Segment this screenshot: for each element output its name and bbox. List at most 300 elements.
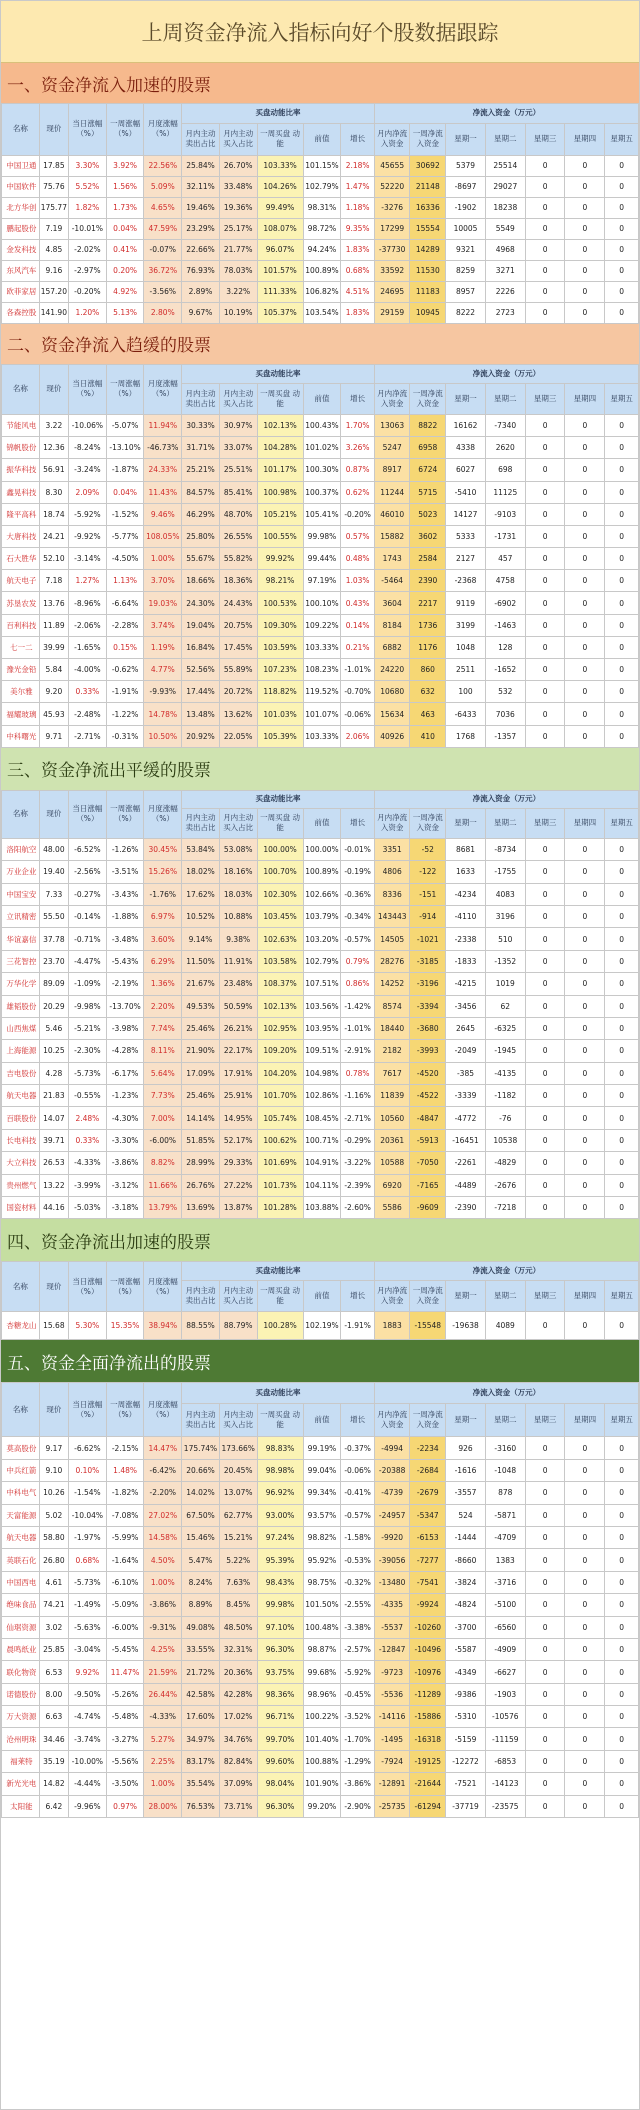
data-cell: 0 — [565, 1312, 605, 1340]
data-cell: 102.95% — [257, 1017, 303, 1039]
data-cell: -0.19% — [341, 861, 375, 883]
data-cell: -5.73% — [69, 1571, 107, 1593]
data-cell: 0 — [565, 1437, 605, 1459]
data-cell: 97.10% — [257, 1616, 303, 1638]
data-cell: -0.55% — [69, 1085, 107, 1107]
table-row — [2, 239, 639, 260]
data-cell: -8.24% — [69, 437, 107, 459]
data-cell: 32.31% — [219, 1638, 257, 1660]
data-cell: -2.57% — [341, 1638, 375, 1660]
table-row — [2, 1616, 639, 1638]
data-cell: 0.20% — [106, 260, 144, 281]
col-header-price: 现价 — [39, 364, 68, 414]
data-cell: 0 — [565, 1549, 605, 1571]
data-cell: 0 — [605, 1795, 639, 1817]
data-cell: 0.86% — [341, 973, 375, 995]
data-cell: 5023 — [410, 503, 446, 525]
data-cell: 2217 — [410, 592, 446, 614]
data-cell: 0 — [565, 1728, 605, 1750]
data-cell: 0 — [605, 414, 639, 436]
data-cell: 31.71% — [182, 437, 220, 459]
data-cell: -9.93% — [144, 681, 182, 703]
data-cell: -6.17% — [106, 1062, 144, 1084]
data-cell: 8.30 — [39, 481, 68, 503]
data-cell: 46010 — [374, 503, 410, 525]
data-cell: 98.36% — [257, 1683, 303, 1705]
data-cell: 99.20% — [303, 1795, 341, 1817]
table-row — [2, 437, 639, 459]
data-cell: 82.84% — [219, 1750, 257, 1772]
col-header-buy-0: 月内主动 卖出占比 — [182, 809, 220, 839]
data-cell: 0 — [605, 973, 639, 995]
col-header-buy-4: 增长 — [341, 1281, 375, 1312]
data-cell: -10.01% — [69, 218, 107, 239]
data-cell: 98.87% — [303, 1638, 341, 1660]
data-cell: -1.01% — [341, 659, 375, 681]
stock-name-cell: 鹏起股份 — [2, 218, 40, 239]
col-header-name: 名称 — [2, 790, 40, 838]
col-header-flow-5: 星期四 — [565, 809, 605, 839]
data-cell: 67.50% — [182, 1504, 220, 1526]
data-cell: 0 — [565, 1107, 605, 1129]
data-cell: 76.93% — [182, 260, 220, 281]
data-cell: -5537 — [374, 1616, 410, 1638]
data-cell: -9103 — [485, 503, 525, 525]
data-cell: -0.45% — [341, 1683, 375, 1705]
data-cell: 0 — [565, 883, 605, 905]
data-cell: -16451 — [446, 1129, 486, 1151]
data-cell: -0.14% — [69, 905, 107, 927]
data-cell: 0 — [605, 570, 639, 592]
data-cell: 6027 — [446, 459, 486, 481]
data-cell: 0 — [525, 525, 565, 547]
data-cell: 18.36% — [219, 570, 257, 592]
stock-name-cell: 各森控股 — [2, 302, 40, 323]
col-header-price: 现价 — [39, 104, 68, 156]
col-header-flow-0: 月内净流 入资金 — [374, 1403, 410, 1436]
data-cell: -5464 — [374, 570, 410, 592]
data-cell: 105.74% — [257, 1107, 303, 1129]
stock-name-cell: 百利科技 — [2, 614, 40, 636]
data-cell: 5.27% — [144, 1728, 182, 1750]
data-cell: 103.95% — [303, 1017, 341, 1039]
data-cell: 0 — [525, 1661, 565, 1683]
data-cell: 105.21% — [257, 503, 303, 525]
data-cell: 0.10% — [69, 1459, 107, 1481]
data-cell: 2.89% — [182, 281, 220, 302]
data-cell: 5715 — [410, 481, 446, 503]
stock-name-cell: 仙琚资源 — [2, 1616, 40, 1638]
data-cell: 88.55% — [182, 1312, 220, 1340]
data-cell: 14.58% — [144, 1526, 182, 1548]
data-cell: 0 — [605, 1750, 639, 1772]
data-cell: -2.06% — [69, 614, 107, 636]
data-cell: 0 — [525, 1312, 565, 1340]
data-cell: 20.29 — [39, 995, 68, 1017]
data-cell: -1021 — [410, 928, 446, 950]
data-cell: -1495 — [374, 1728, 410, 1750]
data-cell: 0 — [605, 1107, 639, 1129]
col-header-day-change: 当日涨幅 （%） — [69, 364, 107, 414]
data-cell: 25514 — [485, 155, 525, 176]
data-cell: 12.36 — [39, 437, 68, 459]
data-cell: 8957 — [446, 281, 486, 302]
data-cell: 107.23% — [257, 659, 303, 681]
data-cell: 21.83 — [39, 1085, 68, 1107]
data-cell: -3.86% — [106, 1152, 144, 1174]
data-cell: 4.25% — [144, 1638, 182, 1660]
data-cell: 15.21% — [219, 1526, 257, 1548]
col-header-flow-6: 星期五 — [605, 123, 639, 155]
data-cell: 0 — [525, 1750, 565, 1772]
data-cell: -0.32% — [341, 1571, 375, 1593]
data-cell: 2.09% — [69, 481, 107, 503]
data-cell: 4338 — [446, 437, 486, 459]
data-cell: -8697 — [446, 176, 486, 197]
data-cell: 25.46% — [182, 1017, 220, 1039]
data-cell: 99.04% — [303, 1459, 341, 1481]
col-header-flow-1: 一周净流 入资金 — [410, 383, 446, 414]
data-cell: -1.16% — [341, 1085, 375, 1107]
data-cell: 1743 — [374, 548, 410, 570]
data-cell: 10.25 — [39, 1040, 68, 1062]
stock-table — [1, 103, 639, 324]
data-cell: 28.99% — [182, 1152, 220, 1174]
data-cell: 103.33% — [303, 725, 341, 747]
data-cell: 173.66% — [219, 1437, 257, 1459]
col-group-net-inflow: 净流入资金（万元） — [374, 790, 638, 808]
data-cell: -2.20% — [144, 1482, 182, 1504]
data-cell: 0 — [525, 1504, 565, 1526]
data-cell: -1833 — [446, 950, 486, 972]
data-cell: 0 — [525, 1706, 565, 1728]
data-cell: 85.41% — [219, 481, 257, 503]
data-cell: 25.80% — [182, 525, 220, 547]
data-cell: 0 — [525, 592, 565, 614]
data-cell: 0.43% — [341, 592, 375, 614]
data-cell: 26.53 — [39, 1152, 68, 1174]
data-cell: -1.22% — [106, 703, 144, 725]
data-cell: 30692 — [410, 155, 446, 176]
data-cell: 103.79% — [303, 905, 341, 927]
table-row — [2, 883, 639, 905]
data-cell: 0 — [525, 459, 565, 481]
data-cell: 5.64% — [144, 1062, 182, 1084]
data-cell: 6882 — [374, 636, 410, 658]
table-row — [2, 1549, 639, 1571]
data-cell: 7036 — [485, 703, 525, 725]
data-cell: 24220 — [374, 659, 410, 681]
col-header-flow-3: 星期二 — [485, 383, 525, 414]
section-title: 三、资金净流出平缓的股票 — [1, 748, 639, 790]
data-cell: 50.59% — [219, 995, 257, 1017]
data-cell: -39056 — [374, 1549, 410, 1571]
col-header-name: 名称 — [2, 1383, 40, 1437]
data-cell: 6.53 — [39, 1661, 68, 1683]
data-cell: 0 — [565, 414, 605, 436]
data-cell: -3.86% — [144, 1594, 182, 1616]
col-header-flow-4: 星期三 — [525, 1403, 565, 1436]
col-header-day-change: 当日涨幅 （%） — [69, 1262, 107, 1312]
section-title: 二、资金净流入趋缓的股票 — [1, 324, 639, 364]
col-header-buy-0: 月内主动 卖出占比 — [182, 383, 220, 414]
data-cell: 100.70% — [257, 861, 303, 883]
col-header-buy-3: 前值 — [303, 383, 341, 414]
data-cell: 11183 — [410, 281, 446, 302]
data-cell: -3.48% — [106, 928, 144, 950]
data-cell: 2390 — [410, 570, 446, 592]
data-cell: 510 — [485, 928, 525, 950]
data-cell: 0 — [605, 525, 639, 547]
data-cell: 0.97% — [106, 1795, 144, 1817]
data-cell: 26.21% — [219, 1017, 257, 1039]
data-cell: 3.30% — [69, 155, 107, 176]
data-cell: -4135 — [485, 1062, 525, 1084]
data-cell: 100.53% — [257, 592, 303, 614]
data-cell: 98.72% — [303, 218, 341, 239]
data-cell: 52.56% — [182, 659, 220, 681]
data-cell: 17.85 — [39, 155, 68, 176]
data-cell: -16318 — [410, 1728, 446, 1750]
data-cell: 10005 — [446, 218, 486, 239]
data-cell: 1883 — [374, 1312, 410, 1340]
data-cell: -19638 — [446, 1312, 486, 1340]
data-cell: 20.72% — [219, 681, 257, 703]
data-cell: -3680 — [410, 1017, 446, 1039]
data-cell: -4824 — [446, 1594, 486, 1616]
col-header-price: 现价 — [39, 1383, 68, 1437]
data-cell: 16162 — [446, 414, 486, 436]
data-cell: 48.50% — [219, 1616, 257, 1638]
data-cell: 0 — [565, 239, 605, 260]
data-cell: 3.70% — [144, 570, 182, 592]
data-cell: 0 — [565, 1459, 605, 1481]
data-cell: 29.33% — [219, 1152, 257, 1174]
stock-name-cell: 中国卫通 — [2, 155, 40, 176]
data-cell: 0 — [565, 861, 605, 883]
stock-name-cell: 莫高股份 — [2, 1437, 40, 1459]
data-cell: 14.14% — [182, 1107, 220, 1129]
data-cell: 0 — [605, 1085, 639, 1107]
data-cell: -13.70% — [106, 995, 144, 1017]
data-cell: 0 — [525, 260, 565, 281]
data-cell: 104.26% — [257, 176, 303, 197]
data-cell: 0 — [565, 1795, 605, 1817]
data-cell: -8734 — [485, 838, 525, 860]
data-cell: -3.50% — [106, 1773, 144, 1795]
data-cell: 51.85% — [182, 1129, 220, 1151]
data-cell: 55.67% — [182, 548, 220, 570]
stock-name-cell: 振华科技 — [2, 459, 40, 481]
section-5 — [1, 1340, 639, 1818]
stock-name-cell: 山西焦煤 — [2, 1017, 40, 1039]
data-cell: -1.91% — [106, 681, 144, 703]
table-row — [2, 1040, 639, 1062]
col-header-month-change: 月度涨幅 （%） — [144, 104, 182, 156]
data-cell: 4.77% — [144, 659, 182, 681]
col-header-week-change: 一周涨幅 （%） — [106, 364, 144, 414]
data-cell: -0.07% — [144, 239, 182, 260]
data-cell: 0 — [525, 1107, 565, 1129]
col-header-price: 现价 — [39, 790, 68, 838]
data-cell: 1.73% — [106, 197, 144, 218]
data-cell: 532 — [485, 681, 525, 703]
table-row — [2, 459, 639, 481]
page-title: 上周资金净流入指标向好个股数据跟踪 — [1, 1, 639, 63]
data-cell: 0 — [565, 1129, 605, 1151]
data-cell: -9609 — [410, 1197, 446, 1219]
col-header-week-change: 一周涨幅 （%） — [106, 1262, 144, 1312]
table-row — [2, 1312, 639, 1340]
data-cell: -9.50% — [69, 1683, 107, 1705]
data-cell: 9321 — [446, 239, 486, 260]
data-cell: -5.21% — [69, 1017, 107, 1039]
data-cell: -6.62% — [69, 1437, 107, 1459]
stock-name-cell: 沧州明珠 — [2, 1728, 40, 1750]
data-cell: 5.30% — [69, 1312, 107, 1340]
data-cell: -3.56% — [144, 281, 182, 302]
data-cell: 25.91% — [219, 1085, 257, 1107]
data-cell: 45.93 — [39, 703, 68, 725]
data-cell: 0 — [565, 838, 605, 860]
data-cell: 0 — [605, 281, 639, 302]
data-cell: 62.77% — [219, 1504, 257, 1526]
data-cell: 21.67% — [182, 973, 220, 995]
data-cell: 98.83% — [257, 1437, 303, 1459]
data-cell: 0 — [565, 197, 605, 218]
data-cell: 0 — [565, 437, 605, 459]
data-cell: 5.52% — [69, 176, 107, 197]
col-header-buy-4: 增长 — [341, 809, 375, 839]
data-cell: -4234 — [446, 883, 486, 905]
data-cell: 40926 — [374, 725, 410, 747]
data-cell: -4.33% — [69, 1152, 107, 1174]
data-cell: 10.88% — [219, 905, 257, 927]
data-cell: -7521 — [446, 1773, 486, 1795]
col-header-flow-6: 星期五 — [605, 1281, 639, 1312]
data-cell: 0 — [525, 197, 565, 218]
stock-name-cell: 隆平高科 — [2, 503, 40, 525]
col-header-name: 名称 — [2, 1262, 40, 1312]
stock-name-cell: 雄韬股份 — [2, 995, 40, 1017]
data-cell: 44.16 — [39, 1197, 68, 1219]
stock-table — [1, 364, 639, 748]
stock-name-cell: 吉电股份 — [2, 1062, 40, 1084]
data-cell: -12891 — [374, 1773, 410, 1795]
data-cell: -122 — [410, 861, 446, 883]
data-cell: 1.00% — [144, 548, 182, 570]
data-cell: -6433 — [446, 703, 486, 725]
data-cell: 10538 — [485, 1129, 525, 1151]
data-cell: 100 — [446, 681, 486, 703]
data-cell: 101.50% — [303, 1594, 341, 1616]
data-cell: 0 — [605, 1040, 639, 1062]
data-cell: 0 — [565, 995, 605, 1017]
data-cell: 98.43% — [257, 1571, 303, 1593]
stock-name-cell: 中国西电 — [2, 1571, 40, 1593]
data-cell: 101.73% — [257, 1174, 303, 1196]
data-cell: 100.89% — [303, 861, 341, 883]
data-cell: 3199 — [446, 614, 486, 636]
data-cell: -1.01% — [341, 1017, 375, 1039]
data-cell: 0 — [525, 1526, 565, 1548]
data-cell: -5310 — [446, 1706, 486, 1728]
data-cell: -8660 — [446, 1549, 486, 1571]
data-cell: -1.91% — [341, 1312, 375, 1340]
data-cell: 99.98% — [303, 525, 341, 547]
data-cell: -1.49% — [69, 1594, 107, 1616]
data-cell: 20.45% — [219, 1459, 257, 1481]
col-header-flow-2: 星期一 — [446, 123, 486, 155]
data-cell: 0.48% — [341, 548, 375, 570]
data-cell: -3.99% — [69, 1174, 107, 1196]
data-cell: 100.00% — [257, 838, 303, 860]
data-cell: 98.31% — [303, 197, 341, 218]
stock-name-cell: 石大胜华 — [2, 548, 40, 570]
data-cell: -25735 — [374, 1795, 410, 1817]
data-cell: 0 — [525, 928, 565, 950]
data-cell: 0 — [525, 614, 565, 636]
col-header-flow-1: 一周净流 入资金 — [410, 1403, 446, 1436]
stock-table — [1, 1382, 639, 1818]
data-cell: 74.21 — [39, 1594, 68, 1616]
data-cell: -4772 — [446, 1107, 486, 1129]
data-cell: 10.52% — [182, 905, 220, 927]
data-cell: 18.03% — [219, 883, 257, 905]
table-row — [2, 1174, 639, 1196]
data-cell: 0.15% — [106, 636, 144, 658]
section-4 — [1, 1219, 639, 1340]
data-cell: 14289 — [410, 239, 446, 260]
data-cell: 8.89% — [182, 1594, 220, 1616]
data-cell: 0 — [565, 592, 605, 614]
data-cell: 0 — [605, 1571, 639, 1593]
col-header-flow-4: 星期三 — [525, 123, 565, 155]
data-cell: 94.24% — [303, 239, 341, 260]
data-cell: 0.04% — [106, 481, 144, 503]
data-cell: 0 — [605, 1661, 639, 1683]
data-cell: 0 — [525, 636, 565, 658]
data-cell: 5.09% — [144, 176, 182, 197]
data-cell: -0.20% — [341, 503, 375, 525]
data-cell: 84.57% — [182, 481, 220, 503]
data-cell: -1731 — [485, 525, 525, 547]
data-cell: 3351 — [374, 838, 410, 860]
data-cell: 99.92% — [257, 548, 303, 570]
data-cell: 0 — [605, 659, 639, 681]
data-cell: 42.58% — [182, 1683, 220, 1705]
data-cell: 99.98% — [257, 1594, 303, 1616]
data-cell: 6.63 — [39, 1706, 68, 1728]
table-row — [2, 281, 639, 302]
data-cell: 52220 — [374, 176, 410, 197]
data-cell: 14.78% — [144, 703, 182, 725]
data-cell: 9.20 — [39, 681, 68, 703]
data-cell: 3.02 — [39, 1616, 68, 1638]
data-cell: 463 — [410, 703, 446, 725]
data-cell: -6853 — [485, 1750, 525, 1772]
data-cell: 93.75% — [257, 1661, 303, 1683]
data-cell: 0 — [525, 1062, 565, 1084]
stock-name-cell: 天富能源 — [2, 1504, 40, 1526]
data-cell: 36.72% — [144, 260, 182, 281]
data-cell: -21644 — [410, 1773, 446, 1795]
stock-name-cell: 新光光电 — [2, 1773, 40, 1795]
table-row — [2, 703, 639, 725]
data-cell: 25.21% — [182, 459, 220, 481]
col-header-flow-6: 星期五 — [605, 809, 639, 839]
data-cell: 100.98% — [257, 481, 303, 503]
